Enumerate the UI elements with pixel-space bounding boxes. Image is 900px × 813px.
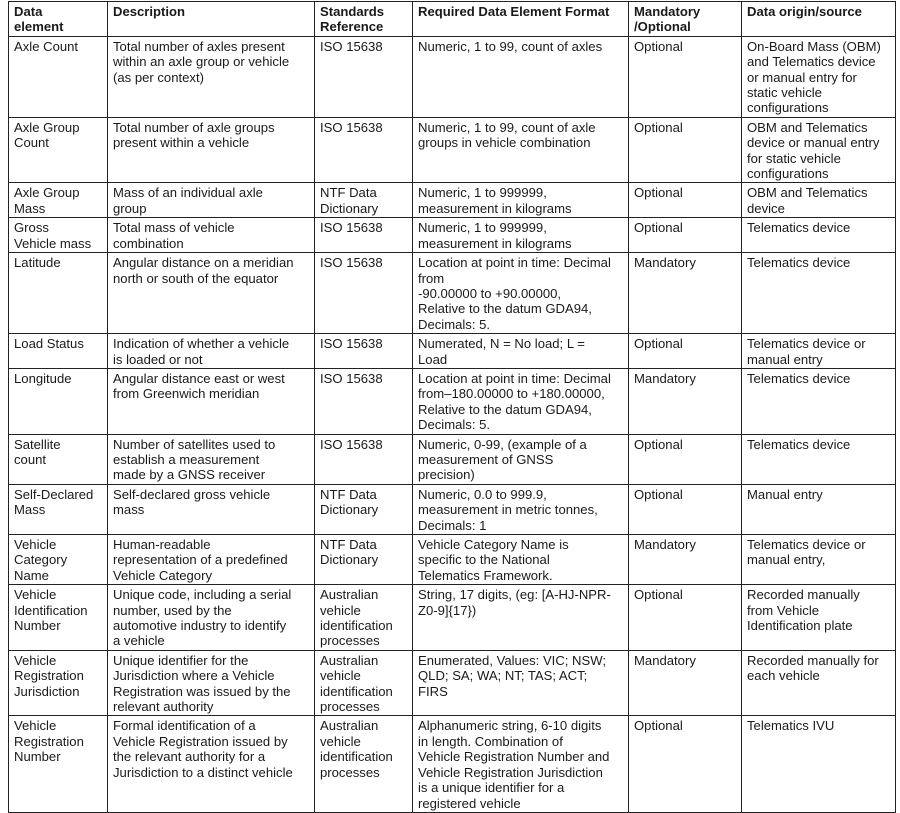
table-header-row: [9, 2, 896, 37]
cell-standards-reference: Australian vehicle identification processes: [315, 716, 413, 812]
cell-mandatory-optional: Optional: [629, 484, 742, 534]
cell-mandatory-optional: Optional: [629, 334, 742, 369]
table-row: [9, 434, 896, 484]
cell-data-origin: OBM and Telematics device: [742, 183, 896, 218]
cell-description: Unique code, including a serial number, used by the automotive industry to identify a vehicle: [108, 585, 315, 651]
cell-mandatory-optional: Optional: [629, 585, 742, 651]
cell-standards-reference: ISO 15638: [315, 117, 413, 183]
header-mandatory-optional: Mandatory /Optional: [629, 2, 742, 37]
cell-data-element: Axle Count: [9, 36, 108, 117]
cell-description: Number of satellites used to establish a measurement made by a GNSS receiver: [108, 434, 315, 484]
cell-required-format: Alphanumeric string, 6-10 digits in length. Combination of Vehicle Registration Number and Vehicle Registration Jurisdiction is a unique identifier for a registered vehicle: [413, 716, 629, 812]
cell-required-format: Numeric, 1 to 999999, measurement in kilograms: [413, 218, 629, 253]
cell-data-element: Axle Group Mass: [9, 183, 108, 218]
cell-standards-reference: NTF Data Dictionary: [315, 183, 413, 218]
cell-description: Angular distance east or west from Greenwich meridian: [108, 368, 315, 434]
cell-description: Total number of axle groups present within a vehicle: [108, 117, 315, 183]
cell-data-origin: Telematics device or manual entry: [742, 334, 896, 369]
cell-mandatory-optional: Optional: [629, 218, 742, 253]
cell-description: Total mass of vehicle combination: [108, 218, 315, 253]
cell-description: Mass of an individual axle group: [108, 183, 315, 218]
table-row: [9, 36, 896, 117]
cell-data-element: Axle Group Count: [9, 117, 108, 183]
cell-description: Formal identification of a Vehicle Registration issued by the relevant authority for a Jurisdiction to a distinct vehicle: [108, 716, 315, 812]
cell-data-element: Vehicle Identification Number: [9, 585, 108, 651]
cell-description: Indication of whether a vehicle is loaded or not: [108, 334, 315, 369]
cell-required-format: Numeric, 0.0 to 999.9, measurement in metric tonnes, Decimals: 1: [413, 484, 629, 534]
cell-standards-reference: ISO 15638: [315, 218, 413, 253]
cell-mandatory-optional: Optional: [629, 434, 742, 484]
cell-description: Unique identifier for the Jurisdiction where a Vehicle Registration was issued by the relevant authority: [108, 650, 315, 716]
cell-data-origin: Telematics device: [742, 218, 896, 253]
cell-standards-reference: ISO 15638: [315, 253, 413, 334]
cell-standards-reference: ISO 15638: [315, 334, 413, 369]
cell-data-element: Longitude: [9, 368, 108, 434]
table-row: [9, 535, 896, 585]
cell-data-origin: Telematics IVU: [742, 716, 896, 812]
table-row: [9, 650, 896, 716]
cell-standards-reference: ISO 15638: [315, 36, 413, 117]
cell-data-element: Vehicle Registration Jurisdiction: [9, 650, 108, 716]
cell-data-origin: On-Board Mass (OBM) and Telematics device or manual entry for static vehicle configurations: [742, 36, 896, 117]
cell-description: Angular distance on a meridian north or south of the equator: [108, 253, 315, 334]
cell-data-origin: Manual entry: [742, 484, 896, 534]
cell-required-format: Numerated, N = No load; L = Load: [413, 334, 629, 369]
cell-data-element: Vehicle Category Name: [9, 535, 108, 585]
cell-data-origin: Telematics device: [742, 434, 896, 484]
cell-data-origin: OBM and Telematics device or manual entry for static vehicle configurations: [742, 117, 896, 183]
cell-standards-reference: Australian vehicle identification processes: [315, 585, 413, 651]
cell-required-format: String, 17 digits, (eg: [A-HJ-NPR- Z0-9]{17}): [413, 585, 629, 651]
cell-standards-reference: Australian vehicle identification processes: [315, 650, 413, 716]
cell-data-origin: Telematics device or manual entry,: [742, 535, 896, 585]
header-required-format: Required Data Element Format: [413, 2, 629, 37]
cell-required-format: Vehicle Category Name is specific to the National Telematics Framework.: [413, 535, 629, 585]
table-row: [9, 716, 896, 812]
cell-data-origin: Recorded manually for each vehicle: [742, 650, 896, 716]
cell-mandatory-optional: Optional: [629, 36, 742, 117]
cell-required-format: Enumerated, Values: VIC; NSW; QLD; SA; WA; NT; TAS; ACT; FIRS: [413, 650, 629, 716]
data-element-table: [8, 1, 896, 813]
cell-mandatory-optional: Mandatory: [629, 535, 742, 585]
cell-data-origin: Telematics device: [742, 253, 896, 334]
cell-mandatory-optional: Optional: [629, 183, 742, 218]
table-row: [9, 253, 896, 334]
cell-required-format: Numeric, 1 to 99, count of axle groups in vehicle combination: [413, 117, 629, 183]
cell-required-format: Location at point in time: Decimal from -90.00000 to +90.00000, Relative to the datum GDA94, Decimals: 5.: [413, 253, 629, 334]
cell-data-element: Vehicle Registration Number: [9, 716, 108, 812]
table-row: [9, 117, 896, 183]
cell-required-format: Numeric, 1 to 999999, measurement in kilograms: [413, 183, 629, 218]
cell-data-origin: Telematics device: [742, 368, 896, 434]
table-row: [9, 484, 896, 534]
cell-mandatory-optional: Mandatory: [629, 650, 742, 716]
cell-required-format: Location at point in time: Decimal from–180.00000 to +180.00000, Relative to the datum GDA94, Decimals: 5.: [413, 368, 629, 434]
cell-standards-reference: ISO 15638: [315, 368, 413, 434]
cell-data-element: Self-Declared Mass: [9, 484, 108, 534]
table-body: [9, 36, 896, 812]
cell-mandatory-optional: Mandatory: [629, 368, 742, 434]
table-row: [9, 368, 896, 434]
header-description: Description: [108, 2, 315, 37]
cell-mandatory-optional: Optional: [629, 716, 742, 812]
cell-required-format: Numeric, 1 to 99, count of axles: [413, 36, 629, 117]
cell-data-element: Load Status: [9, 334, 108, 369]
table-row: [9, 334, 896, 369]
header-data-origin: Data origin/source: [742, 2, 896, 37]
cell-data-element: Gross Vehicle mass: [9, 218, 108, 253]
cell-standards-reference: NTF Data Dictionary: [315, 484, 413, 534]
cell-data-element: Latitude: [9, 253, 108, 334]
header-standards-reference: Standards Reference: [315, 2, 413, 37]
table-row: [9, 585, 896, 651]
cell-description: Total number of axles present within an axle group or vehicle (as per context): [108, 36, 315, 117]
cell-required-format: Numeric, 0-99, (example of a measurement of GNSS precision): [413, 434, 629, 484]
cell-mandatory-optional: Optional: [629, 117, 742, 183]
cell-standards-reference: NTF Data Dictionary: [315, 535, 413, 585]
table-row: [9, 183, 896, 218]
header-data-element: Data element: [9, 2, 108, 37]
cell-standards-reference: ISO 15638: [315, 434, 413, 484]
cell-data-origin: Recorded manually from Vehicle Identification plate: [742, 585, 896, 651]
cell-data-element: Satellite count: [9, 434, 108, 484]
cell-description: Self-declared gross vehicle mass: [108, 484, 315, 534]
cell-description: Human-readable representation of a predefined Vehicle Category: [108, 535, 315, 585]
table-row: [9, 218, 896, 253]
cell-mandatory-optional: Mandatory: [629, 253, 742, 334]
